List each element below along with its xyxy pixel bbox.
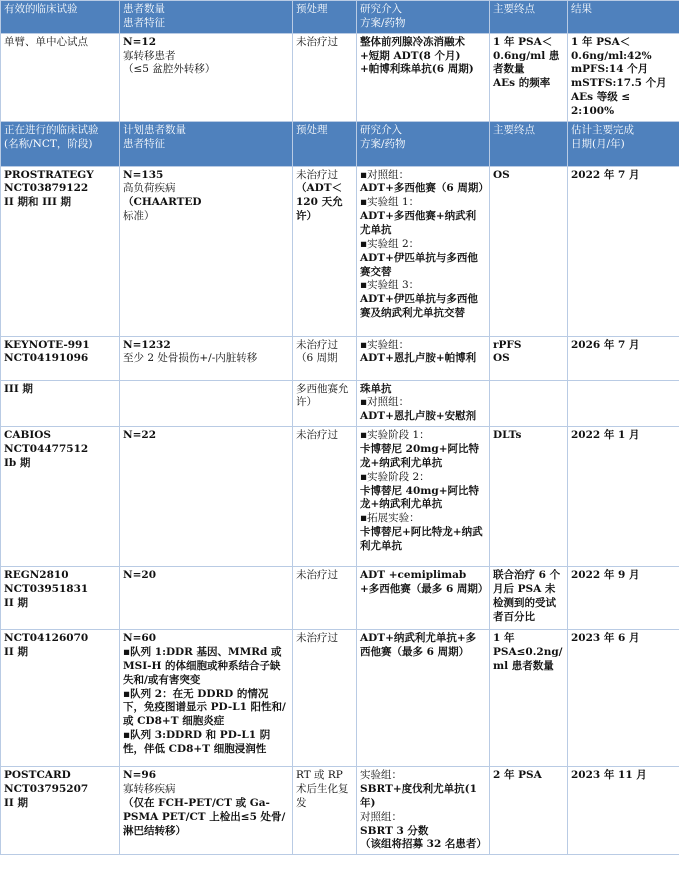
trial-name-cell	[1, 427, 120, 567]
cell-text-line: ADT+伊匹单抗与多西他赛交替	[360, 251, 478, 278]
cell-text-line: RT 或 RP 术后生化复发	[296, 769, 349, 809]
cell-text-line: ▪队列 1:DDR 基因、MMRd 或 MSI-H 的体细胞或种系结合子缺失和/或有害突变	[123, 646, 282, 686]
endpoint-cell	[490, 380, 568, 427]
endpoint-cell	[490, 567, 568, 630]
header-cell	[120, 1, 293, 34]
patients-cell	[120, 427, 293, 567]
cell-text-line: ▪实验组 1：	[360, 196, 420, 209]
cell-text-line: AEs 等级 ≤ 2:100%	[571, 91, 631, 118]
completion-date-cell: 2022 年 9 月	[568, 567, 679, 630]
cell-text-line: （该组将招募 32 名患者）	[360, 838, 487, 851]
patients-cell	[120, 380, 293, 427]
intervention-cell	[357, 567, 490, 630]
header-cell	[568, 121, 679, 166]
cell-text-line: mSTFS:17.5 个月	[571, 77, 667, 90]
cell-text-line: （仅在 FCH-PET/CT 或 Ga-PSMA PET/CT 上检出≤5 处骨/淋巴结转移）	[123, 796, 286, 837]
cell-text-line: 寡转移疾病	[123, 783, 176, 796]
ongoing-trial-row	[1, 380, 679, 427]
header-cell	[357, 121, 490, 166]
cell-text-line: NCT04126070	[4, 632, 89, 645]
cell-text-line: ADT+伊匹单抗与多西他赛及纳武利尤单抗交替	[360, 293, 478, 320]
cell-text-line: 未治疗过	[296, 338, 338, 351]
cell-text-line: N=12	[123, 35, 157, 48]
cell-text-line: Ib 期	[4, 456, 31, 469]
cell-text-line: ▪对照组：	[360, 396, 410, 409]
cell-text-line: ▪实验组 3：	[360, 279, 420, 292]
cell-text-line: ▪实验组：	[360, 338, 410, 351]
completion-date-cell: 2026 年 7 月	[568, 336, 679, 380]
patients-cell	[120, 33, 293, 121]
header-text-line: 结果	[571, 3, 592, 15]
header-cell	[490, 1, 568, 34]
header-text-line: 计划患者数量	[123, 123, 186, 136]
header-text-line: 主要终点	[493, 3, 535, 15]
cell-text-line: ▪实验阶段 2：	[360, 470, 430, 483]
patients-cell	[120, 166, 293, 336]
cell-text-line: NCT04477512	[4, 443, 89, 456]
cell-text-line: 标准）	[123, 210, 155, 223]
cell-text-line: ▪拓展实验：	[360, 512, 420, 525]
cell-text-line: PROSTRATEGY	[4, 168, 94, 181]
header-text-line: 研究介入	[360, 3, 402, 15]
cell-text-line: 寡转移患者	[123, 49, 176, 62]
cell-text-line: 至少 2 处骨损伤+/-内脏转移	[123, 352, 258, 365]
header-text-line: (名称/NCT，阶段)	[4, 137, 93, 150]
header-row-active	[1, 1, 679, 34]
cell-text-line: rPFS	[493, 338, 522, 351]
intervention-cell	[357, 380, 490, 427]
intervention-cell	[357, 630, 490, 767]
patients-cell	[120, 336, 293, 380]
header-text-line: 日期(月/年)	[571, 137, 625, 150]
cell-text-line: 1 年 PSA≤0.2ng/ml 患者数量	[493, 632, 563, 672]
cell-text-line: 卡博替尼+阿比特龙+纳武利尤单抗	[360, 526, 483, 553]
header-cell	[120, 121, 293, 166]
cell-text-line: III 期	[4, 382, 33, 395]
cell-text-line: ▪对照组：	[360, 168, 410, 181]
cell-text-line: （CHAARTED	[123, 196, 202, 209]
endpoint-cell	[490, 630, 568, 767]
cell-text-line: 未治疗过	[296, 429, 338, 442]
cell-text-line: II 期	[4, 646, 28, 659]
cell-text-line: REGN2810	[4, 569, 69, 582]
cell-text-line: 对照组：	[360, 810, 402, 823]
ongoing-trial-row	[1, 630, 679, 767]
patients-cell	[120, 630, 293, 767]
header-cell	[1, 121, 120, 166]
cell-text-line: II 期	[4, 796, 28, 809]
trial-name-cell	[1, 166, 120, 336]
header-text-line: 研究介入	[360, 123, 402, 136]
pretreatment-cell	[293, 427, 357, 567]
cell-text-line: （≤5 盆腔外转移）	[123, 63, 216, 76]
result-cell	[568, 33, 679, 121]
cell-text-line: N=96	[123, 769, 157, 782]
cell-text-line: N=22	[123, 429, 157, 442]
cell-text-line: +多西他赛（最多 6 周期）	[360, 583, 489, 596]
cell-text-line: 实验组：	[360, 769, 402, 782]
completion-date-cell: 2023 年 11 月	[568, 767, 679, 855]
cell-text-line: OS	[493, 168, 510, 181]
cell-text-line: POSTCARD	[4, 769, 71, 782]
completion-date-cell: 2023 年 6 月	[568, 630, 679, 767]
endpoint-cell	[490, 166, 568, 336]
cell-text-line: 卡博替尼 20mg+阿比特龙+纳武利尤单抗	[360, 443, 480, 469]
cell-text-line: ADT+多西他赛+纳武利尤单抗	[360, 210, 477, 237]
cell-text-line: N=135	[123, 168, 164, 181]
header-text-line: 患者特征	[123, 16, 165, 29]
endpoint-cell	[490, 767, 568, 855]
trial-name-cell	[1, 380, 120, 427]
intervention-cell	[357, 336, 490, 380]
header-cell	[1, 1, 120, 34]
endpoint-cell	[490, 336, 568, 380]
endpoint-cell	[490, 33, 568, 121]
pretreatment-cell	[293, 630, 357, 767]
cell-text-line: DLTs	[493, 429, 522, 442]
header-text-line: 预处理	[296, 123, 328, 136]
header-cell	[490, 121, 568, 166]
cell-text-line: 整体前列腺冷冻消融术	[360, 35, 465, 48]
trial-name-cell	[1, 336, 120, 380]
header-text-line: 估计主要完成	[571, 123, 634, 136]
pretreatment-cell	[293, 336, 357, 380]
header-cell	[293, 121, 357, 166]
cell-text-line: 联合治疗 6 个月后 PSA 未检测到的受试者百分比	[493, 569, 561, 623]
cell-text-line: 多西他赛允许）	[296, 382, 349, 409]
endpoint-cell	[490, 427, 568, 567]
cell-text-line: CABIOS	[4, 429, 52, 442]
cell-text-line: OS	[493, 352, 510, 365]
cell-text-line: 未治疗过	[296, 569, 338, 582]
cell-text-line: （ADT＜120 天允许）	[296, 182, 343, 223]
cell-text-line: SBRT+度伐利尤单抗(1 年)	[360, 783, 477, 809]
active-trial-row	[1, 33, 679, 121]
cell-text-line: ADT+恩扎卢胺+帕博利	[360, 352, 477, 365]
trial-name-cell: 单臂、单中心试点	[1, 33, 120, 121]
cell-text-line: ADT +cemiplimab	[360, 569, 467, 582]
pretreatment-cell	[293, 380, 357, 427]
header-text-line: 患者特征	[123, 137, 165, 150]
header-cell	[293, 1, 357, 34]
cell-text-line: 2 年 PSA	[493, 769, 542, 782]
ongoing-trial-row	[1, 336, 679, 380]
cell-text-line: ▪队列 2：在无 DDRD 的情况下，免疫图谱显示 PD-L1 阳性和/或 CD8+T 细胞炎症	[123, 687, 286, 728]
cell-text-line: N=60	[123, 632, 157, 645]
ongoing-trial-row	[1, 767, 679, 855]
header-text-line: 方案/药物	[360, 137, 406, 150]
cell-text-line: 1 年 PSA＜0.6ng/ml:42%	[571, 35, 652, 62]
pretreatment-cell	[293, 767, 357, 855]
cell-text-line: 1 年 PSA＜0.6ng/ml 患者数量	[493, 35, 560, 76]
cell-text-line: 未治疗过	[296, 168, 338, 181]
ongoing-trial-row	[1, 427, 679, 567]
trial-name-cell	[1, 567, 120, 630]
cell-text-line: NCT03879122	[4, 182, 89, 195]
cell-text-line: mPFS:14 个月	[571, 63, 649, 76]
trial-name-cell	[1, 767, 120, 855]
cell-text-line: +帕博利珠单抗(6 周期)	[360, 63, 474, 76]
cell-text-line: NCT04191096	[4, 352, 89, 365]
cell-text-line: ▪实验阶段 1：	[360, 429, 430, 442]
cell-text-line: II 期	[4, 596, 28, 609]
intervention-cell	[357, 166, 490, 336]
cell-text-line: 珠单抗	[360, 382, 392, 395]
cell-text-line: N=20	[123, 569, 157, 582]
cell-text-line: 卡博替尼 40mg+阿比特龙+纳武利尤单抗	[360, 484, 480, 511]
completion-date-cell: 2022 年 7 月	[568, 166, 679, 336]
cell-text-line: （6 周期	[296, 352, 338, 365]
intervention-cell	[357, 767, 490, 855]
cell-text-line: ADT+多西他赛（6 周期）	[360, 182, 489, 195]
intervention-cell	[357, 427, 490, 567]
cell-text-line: NCT03951831	[4, 583, 89, 596]
header-text-line: 有效的临床试验	[4, 3, 78, 15]
cell-text-line: ADT+纳武利尤单抗+多西他赛（最多 6 周期）	[360, 632, 477, 659]
header-text-line: 主要终点	[493, 123, 535, 136]
cell-text-line: N=1232	[123, 338, 171, 351]
patients-cell	[120, 567, 293, 630]
header-row-ongoing	[1, 121, 679, 166]
cell-text-line: +短期 ADT(8 个月)	[360, 49, 461, 62]
cell-text-line: II 期和 III 期	[4, 196, 72, 209]
cell-text-line: ▪实验组 2：	[360, 237, 420, 250]
header-text-line: 方案/药物	[360, 16, 406, 29]
ongoing-trial-row	[1, 567, 679, 630]
completion-date-cell	[568, 380, 679, 427]
header-text-line: 患者数量	[123, 3, 165, 15]
cell-text-line: KEYNOTE-991	[4, 338, 90, 351]
cell-text-line: SBRT 3 分数	[360, 824, 429, 837]
patients-cell	[120, 767, 293, 855]
header-text-line: 正在进行的临床试验	[4, 123, 99, 136]
pretreatment-cell	[293, 567, 357, 630]
cell-text-line: 高负荷疾病	[123, 182, 176, 195]
trial-name-cell	[1, 630, 120, 767]
cell-text-line: AEs 的频率	[493, 77, 551, 90]
cell-text-line: ▪队列 3:DDRD 和 PD-L1 阴性，伴低 CD8+T 细胞浸润性	[123, 729, 271, 756]
intervention-cell	[357, 33, 490, 121]
pretreatment-cell: 未治疗过	[293, 33, 357, 121]
cell-text-line: NCT03795207	[4, 783, 89, 796]
header-cell	[357, 1, 490, 34]
header-text-line: 预处理	[296, 3, 328, 15]
cell-text-line: 未治疗过	[296, 632, 338, 645]
cell-text-line: ADT+恩扎卢胺+安慰剂	[360, 410, 477, 423]
pretreatment-cell	[293, 166, 357, 336]
completion-date-cell: 2022 年 1 月	[568, 427, 679, 567]
ongoing-trial-row	[1, 166, 679, 336]
header-cell	[568, 1, 679, 34]
